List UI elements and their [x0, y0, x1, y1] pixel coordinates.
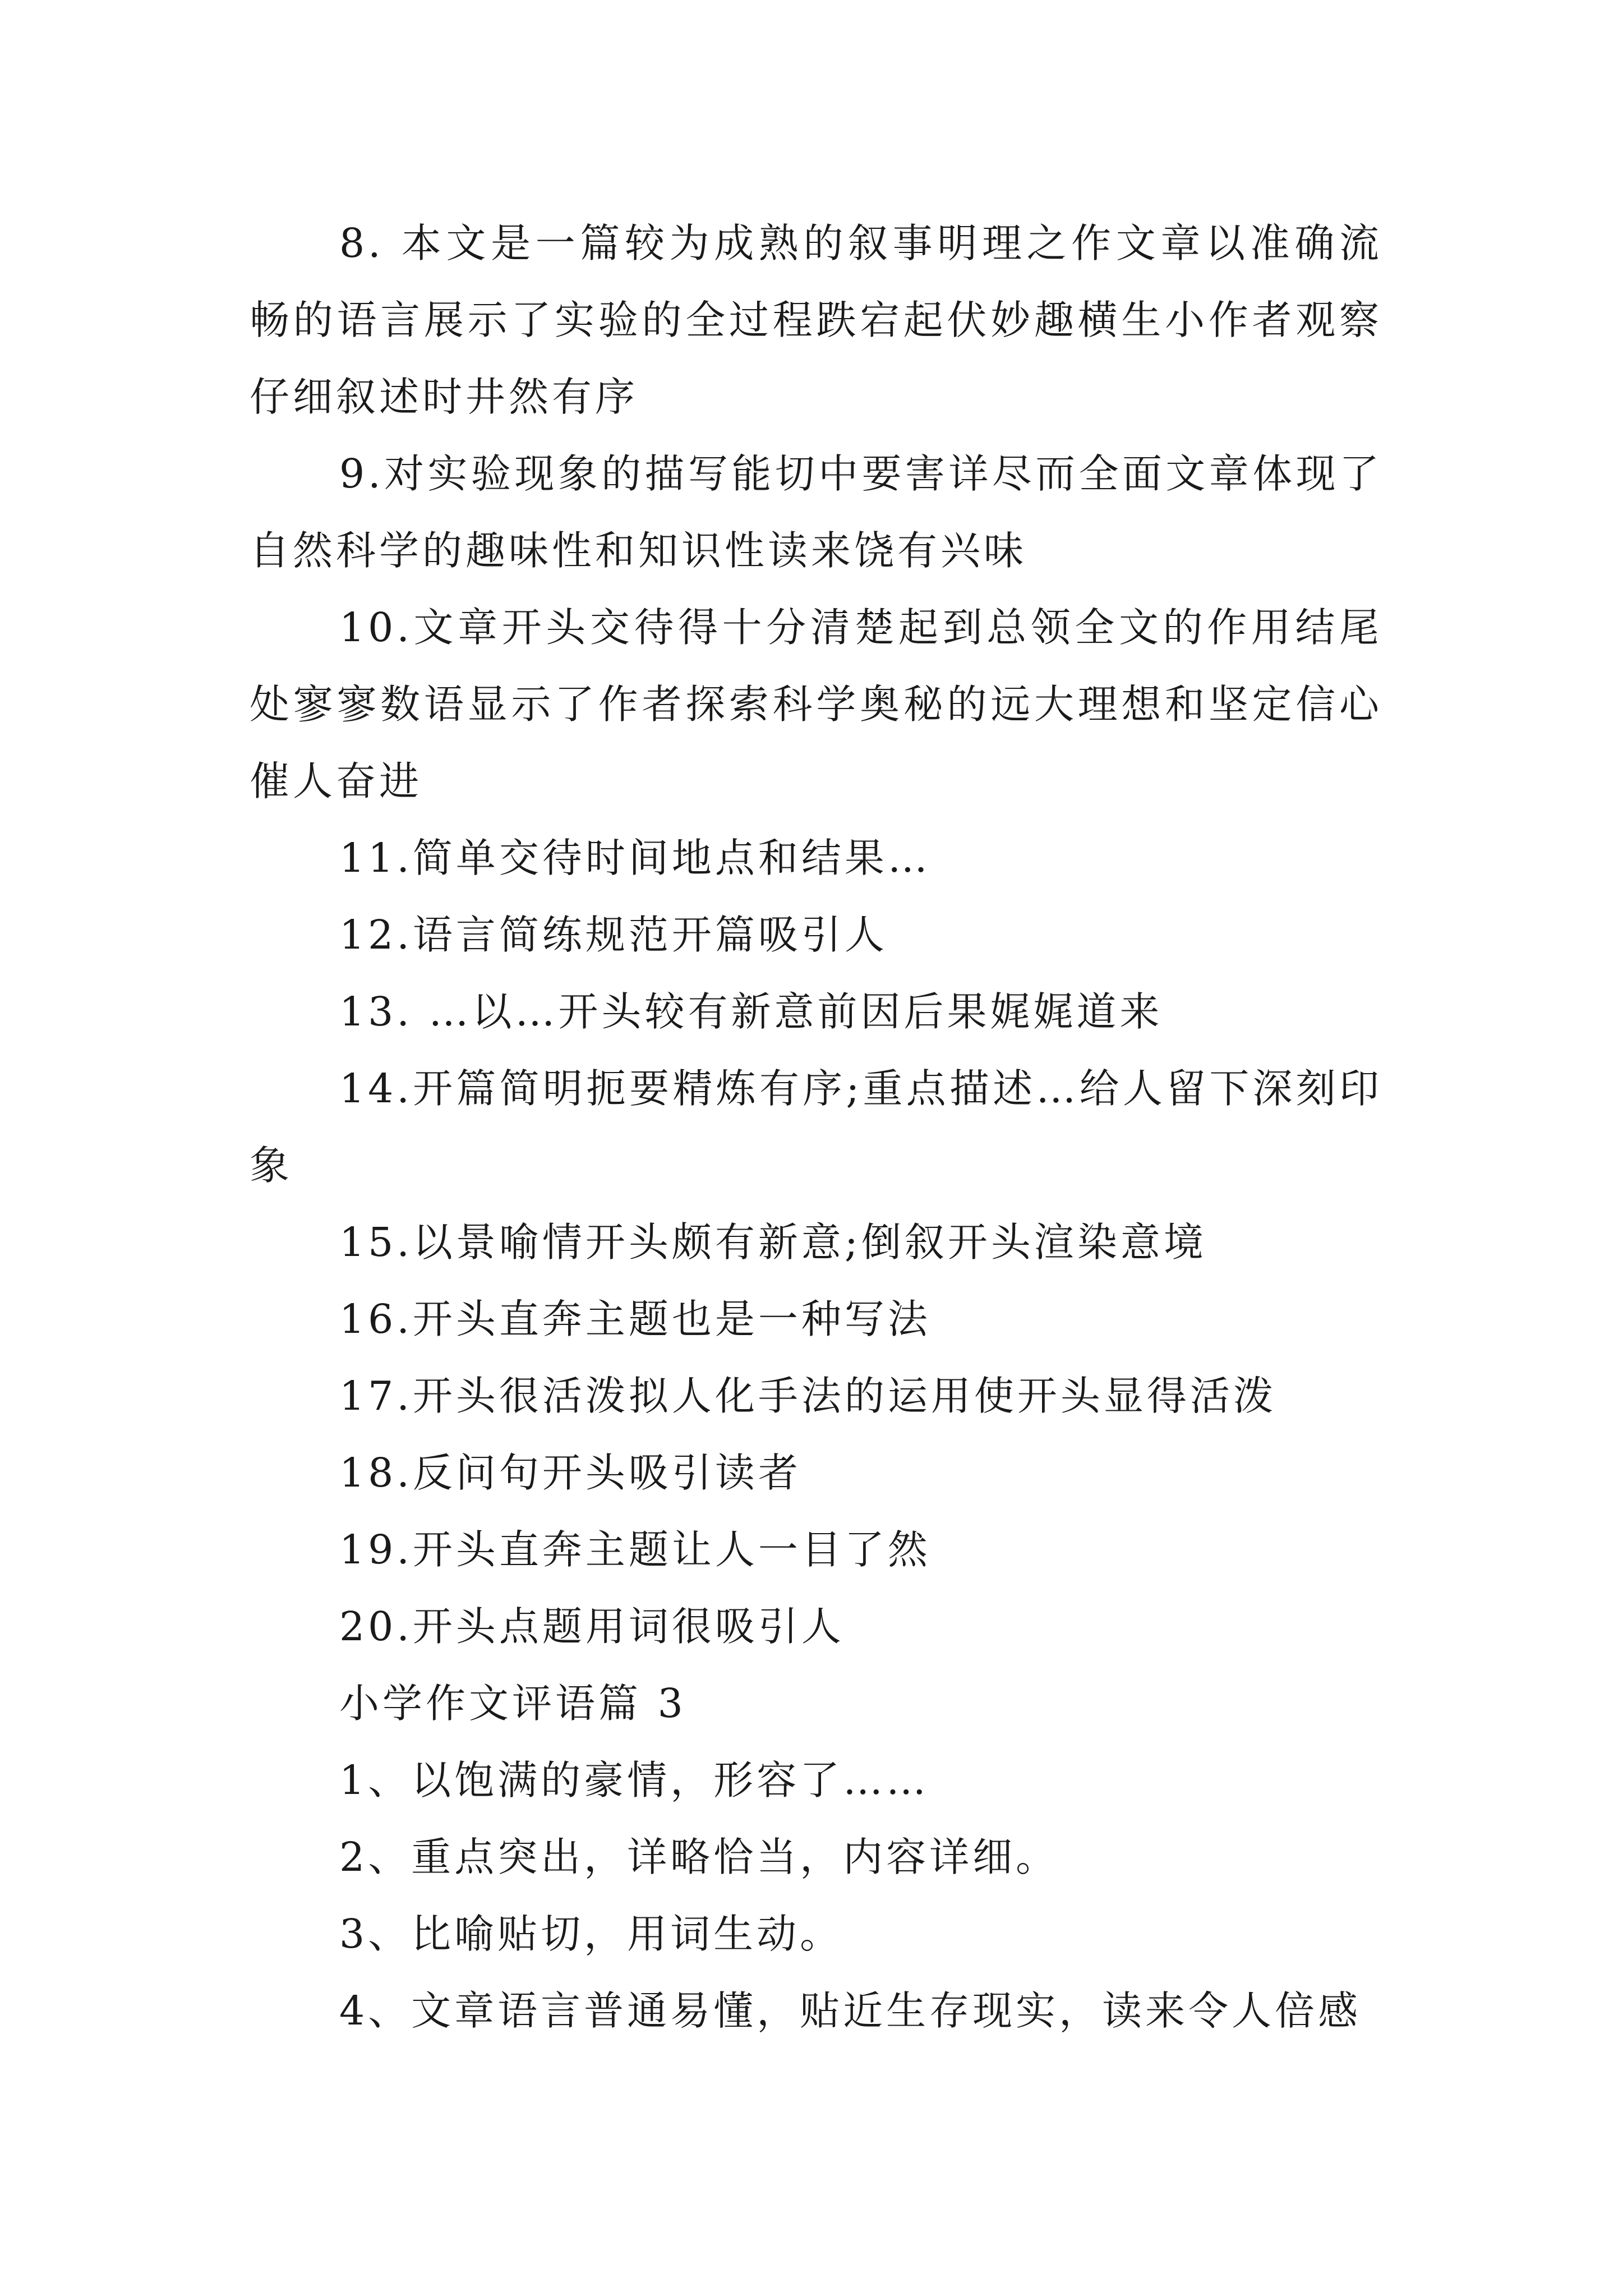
- paragraph-1: 1、以饱满的豪情，形容了……: [339, 1757, 930, 1803]
- paragraph-9: 9.对实验现象的描写能切中要害详尽而全面文章体现了自然科学的趣味性和知识性读来饶有兴味: [250, 450, 1382, 574]
- paragraph-19: 19.开头直奔主题让人一目了然: [339, 1526, 931, 1573]
- paragraph-16: 16.开头直奔主题也是一种写法: [339, 1296, 931, 1342]
- paragraph-2: 2、重点突出，详略恰当，内容详细。: [339, 1834, 1059, 1880]
- paragraph-15: 15.以景喻情开头颇有新意;倒叙开头渲染意境: [339, 1219, 1207, 1266]
- paragraph-18: 18.反问句开头吸引读者: [339, 1450, 801, 1496]
- paragraph-20: 20.开头点题用词很吸引人: [339, 1603, 845, 1650]
- document-body: [250, 205, 1382, 2049]
- paragraph-8: 8. 本文是一篇较为成熟的叙事明理之作文章以准确流畅的语言展示了实验的全过程跌宕起伏妙趣横生小作者观察仔细叙述时井然有序: [250, 220, 1382, 420]
- paragraph-14: 14.开篇简明扼要精炼有序;重点描述…给人留下深刻印象: [250, 1065, 1382, 1189]
- paragraph-13: 13. …以…开头较有新意前因后果娓娓道来: [339, 988, 1163, 1035]
- paragraph-10: 10.文章开头交待得十分清楚起到总领全文的作用结尾处寥寥数语显示了作者探索科学奥秘的远大理想和坚定信心催人奋进: [250, 604, 1382, 804]
- paragraph-17: 17.开头很活泼拟人化手法的运用使开头显得活泼: [339, 1373, 1276, 1419]
- paragraph-11: 11.简单交待时间地点和结果…: [339, 835, 931, 881]
- paragraph-4: 4、文章语言普通易懂，贴近生存现实，读来令人倍感: [339, 1987, 1362, 2034]
- section-heading: 小学作文评语篇 3: [339, 1680, 686, 1727]
- paragraph-3: 3、比喻贴切，用词生动。: [339, 1911, 843, 1957]
- paragraph-12: 12.语言简练规范开篇吸引人: [339, 912, 888, 958]
